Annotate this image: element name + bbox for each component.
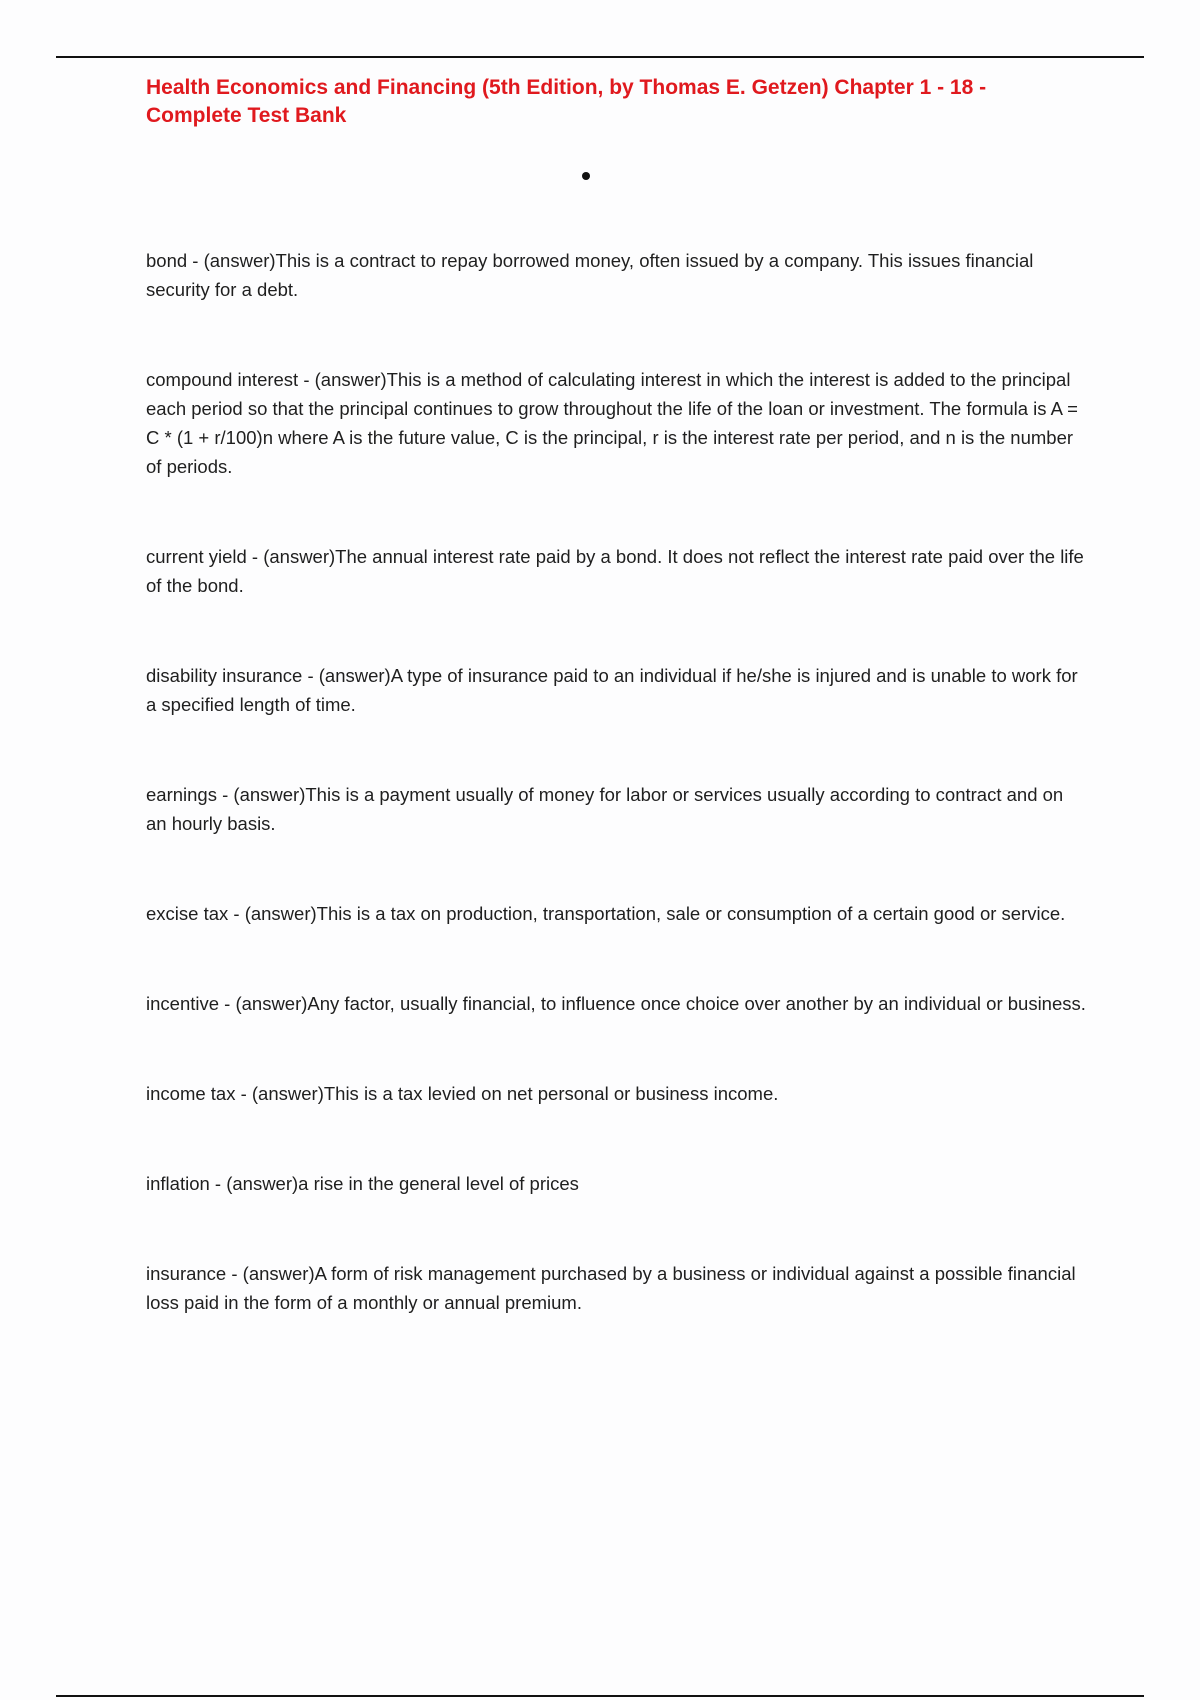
glossary-entry-current-yield: current yield - (answer)The annual interest rate paid by a bond. It does not reflect the interest rate paid over the life of the bond. bbox=[146, 546, 1084, 596]
glossary-entry-income-tax: income tax - (answer)This is a tax levied on net personal or business income. bbox=[146, 1083, 779, 1104]
glossary-entry-incentive: incentive - (answer)Any factor, usually financial, to influence once choice over another by an individual or business. bbox=[146, 993, 1086, 1014]
document-title: Health Economics and Financing (5th Edition, by Thomas E. Getzen) Chapter 1 - 18 - Complete Test Bank bbox=[146, 76, 987, 127]
glossary-entry-bond: bond - (answer)This is a contract to repay borrowed money, often issued by a company. This issues financial security for a debt. bbox=[146, 250, 1034, 300]
glossary-entry-compound-interest: compound interest - (answer)This is a method of calculating interest in which the interest is added to the principal each period so that the principal continues to grow throughout the life of the loan or investment. The formula is A = C * (1 + r/100)n where A is the future value, C is the principal, r is the interest rate per period, and n is the number of periods. bbox=[146, 369, 1078, 477]
glossary-entry-earnings: earnings - (answer)This is a payment usually of money for labor or services usually according to contract and on an hourly basis. bbox=[146, 784, 1064, 834]
bottom-rule bbox=[56, 1695, 1144, 1697]
glossary-entry-disability-insurance: disability insurance - (answer)A type of insurance paid to an individual if he/she is injured and is unable to work for a specified length of time. bbox=[146, 665, 1078, 715]
glossary-list bbox=[146, 246, 1086, 1378]
glossary-entry-inflation: inflation - (answer)a rise in the general level of prices bbox=[146, 1173, 579, 1194]
top-rule bbox=[56, 56, 1144, 58]
glossary-entry-insurance: insurance - (answer)A form of risk management purchased by a business or individual against a possible financial loss paid in the form of a monthly or annual premium. bbox=[146, 1263, 1076, 1313]
glossary-entry-excise-tax: excise tax - (answer)This is a tax on production, transportation, sale or consumption of a certain good or service. bbox=[146, 903, 1066, 924]
bullet-point bbox=[582, 172, 590, 180]
